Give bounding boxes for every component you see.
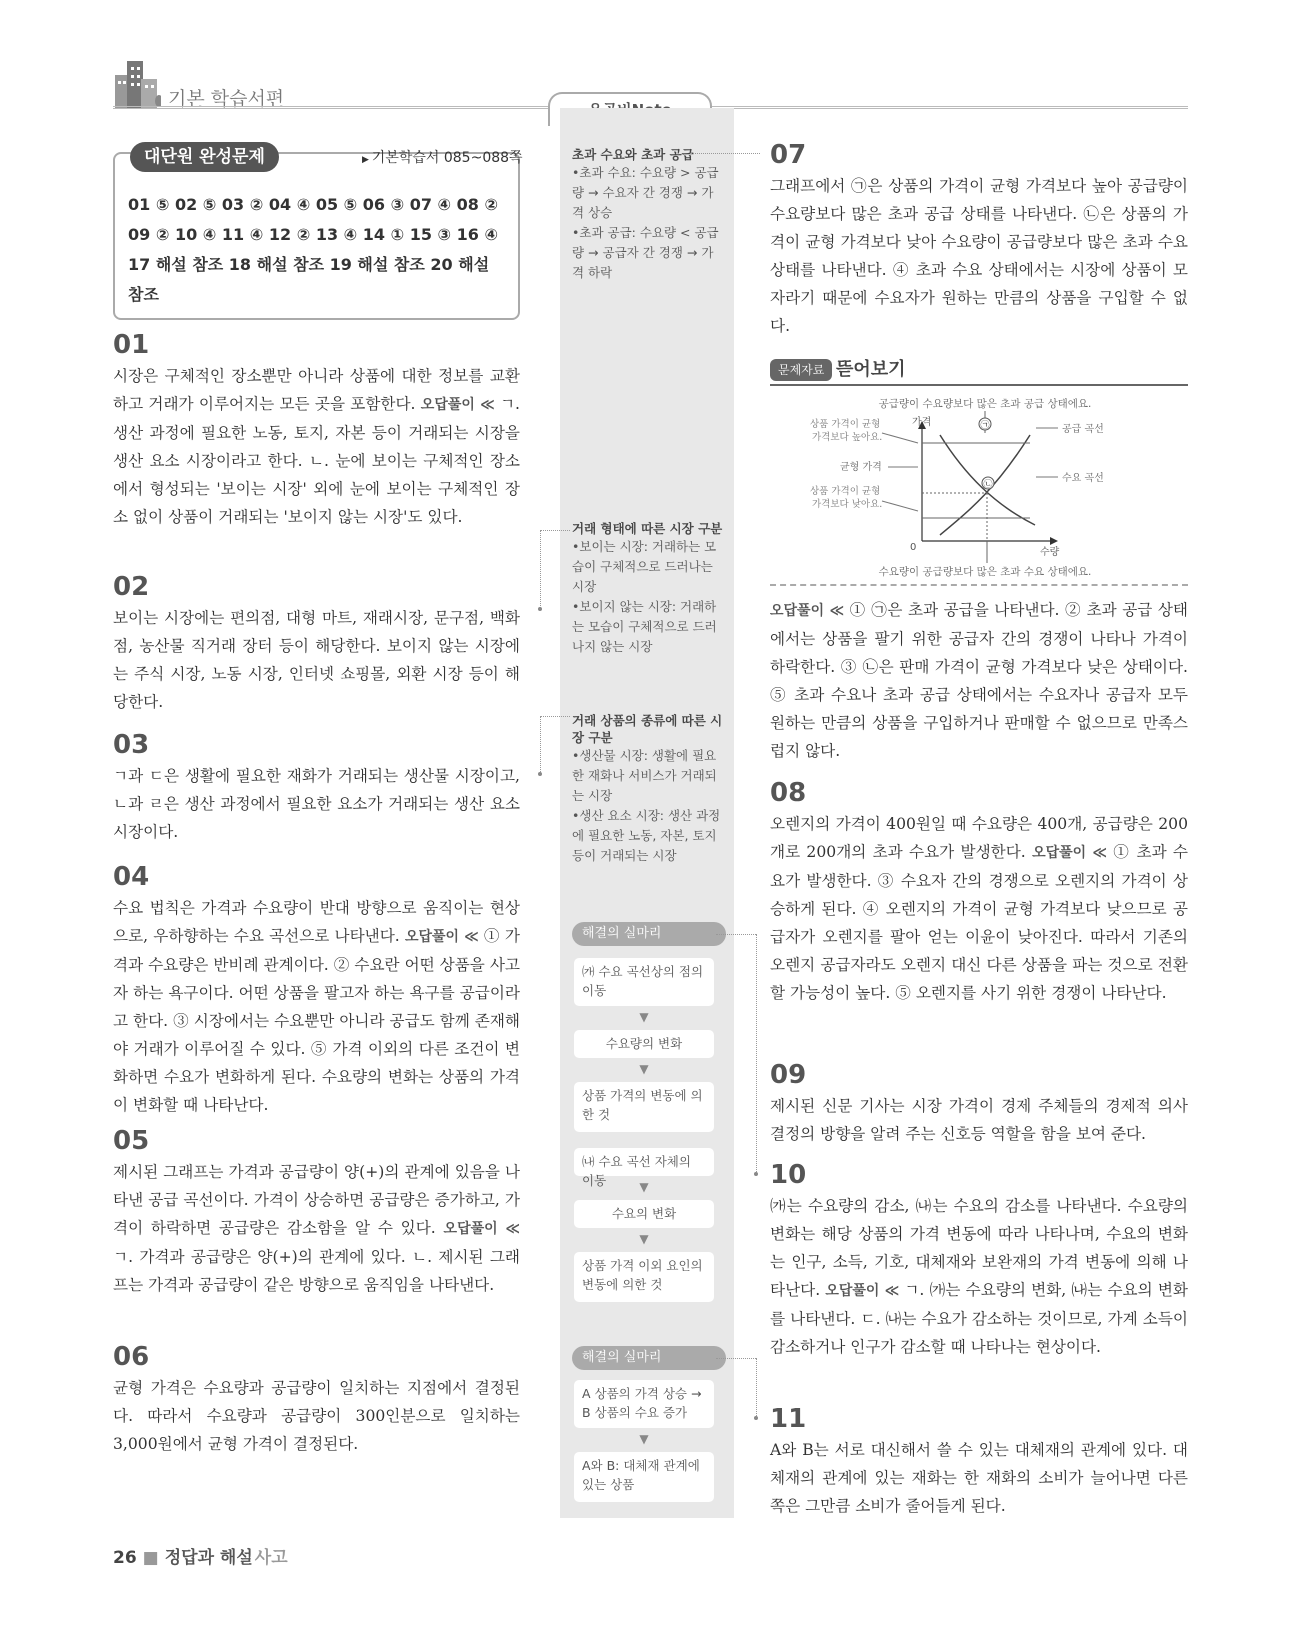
page-number: 26 [113,1548,137,1568]
hint-box: A 상품의 가격 상승 → B 상품의 수요 증가 [574,1380,714,1428]
odap-mark: ≪ [459,929,484,945]
connector-dot [754,1172,758,1176]
explanation-01 [113,362,520,531]
explanation-body: 오렌지의 가격이 400원일 때 수요량은 400개, 공급량은 200개로 200개의 초과 수요가 발생한다. [770,815,1188,861]
odap-label: 오답풀이 [825,1283,880,1299]
explanation-body: 제시된 그래프는 가격과 공급량이 양(+)의 관계에 있음을 나타낸 공급 곡선이다. 가격이 상승하면 공급량은 증가하고, 가격이 하락하면 공급량은 감소함을 알 수 있다. [113,1163,520,1237]
note-title: 거래 상품의 종류에 따른 시장 구분 [572,713,723,745]
hint-box: 수요의 변화 [574,1200,714,1228]
connector-line [540,530,570,531]
odap-label: 오답풀이 [420,397,475,413]
mark-a: ㉠ [980,421,990,431]
note-item: •초과 수요: 수요량 > 공급량 → 수요자 간 경쟁 → 가격 상승 [572,165,719,220]
page-footer [113,1543,288,1568]
connector-line [716,1358,756,1359]
note-title: 초과 수요와 초과 공급 [572,147,694,162]
y-axis-label: 가격 [912,417,932,428]
odap-text: ㄱ. 가격과 공급량은 양(+)의 관계에 있다. ㄴ. 제시된 그래프는 가격과 공급량이 같은 방향으로 움직임을 나타낸다. [113,1248,520,1294]
question-number-03: 03 [113,730,150,760]
down-arrow-icon: ▼ [639,1062,649,1076]
chart-top-note: 공급량이 수요량보다 많은 초과 공급 상태에요. [878,398,1092,410]
hint-box: A와 B: 대체재 관계에 있는 상품 [574,1452,714,1502]
explanation-body: 수요 법칙은 가격과 수요량이 반대 방향으로 움직이는 현상으로, 우하향하는 수요 곡선으로 나타낸다. [113,899,520,945]
note-item: •생산 요소 시장: 생산 과정에 필요한 노동, 자본, 토지 등이 거래되는 시장 [572,808,721,863]
connector-line [540,716,541,774]
explanation-07-odap [770,596,1188,765]
odap-mark: ≪ [824,603,850,619]
down-arrow-icon: ▼ [639,1180,649,1194]
question-number-06: 06 [113,1342,150,1372]
question-number-04: 04 [113,862,150,892]
explanation-03: ㄱ과 ㄷ은 생활에 필요한 재화가 거래되는 생산물 시장이고, ㄴ과 ㄹ은 생산 과정에서 필요한 요소가 거래되는 생산 요소 시장이다. [113,767,520,841]
mark-b: ㉡ [983,480,993,490]
question-number-07: 07 [770,140,807,170]
demand-label: 수요 곡선 [1062,473,1104,484]
connector-dot [754,1416,758,1420]
explanation-07: 그래프에서 ㉠은 상품의 가격이 균형 가격보다 높아 공급량이 수요량보다 많은 초과 공급 상태를 나타낸다. ㉡은 상품의 가격이 균형 가격보다 낮아 수요량이 공급량보다 많은 초과 수요 상태를 나타낸다. ④ 초과 수요 상태에서는 시장에 상품이 모자라기 때문에 수요자가 원하는 만큼의 상품을 구입할 수 없다. [770,177,1188,335]
question-number-02: 02 [113,572,150,602]
odap-mark: ≪ [497,1221,521,1237]
odap-text: ① 초과 수요가 발생한다. ③ 수요자 간의 경쟁으로 오렌지의 가격이 상승하게 된다. ④ 오렌지의 가격이 균형 가격보다 낮으므로 공급자가 오렌지를 팔아 얻는 이윤이 낮아진다. 따라서 기존의 오렌지 공급자라도 오렌지 대신 다른 상품을 파는 것으로 전환할 가능성이 높다. ⑤ 오렌지를 사기 위한 경쟁이 나타난다. [770,843,1188,1002]
explanation-09: 제시된 신문 기사는 시장 가격이 경제 주체들의 경제적 의사 결정의 방향을 알려 주는 신호등 역할을 함을 보여 준다. [770,1097,1188,1143]
note-title: 거래 형태에 따른 시장 구분 [572,521,723,536]
odap-mark: ≪ [474,397,500,413]
explanation-02: 보이는 시장에는 편의점, 대형 마트, 재래시장, 문구점, 백화점, 농산물 직거래 장터 등이 해당한다. 보이지 않는 시장에는 주식 시장, 노동 시장, 인터넷 쇼핑몰, 외환 시장 등이 해당한다. [113,609,520,711]
explanation-04 [113,894,520,1119]
chart-heading: 뜯어보기 [836,359,906,380]
building-icon [113,55,161,110]
connector-line [756,934,757,1174]
footer-separator: ■ [142,1548,159,1568]
origin-label: 0 [910,542,917,553]
note-item: •보이지 않는 시장: 거래하는 모습이 구체적으로 드러나지 않는 시장 [572,599,717,654]
down-arrow-icon: ▼ [639,1010,649,1024]
question-number-05: 05 [113,1126,150,1156]
note-item: •생산물 시장: 생활에 필요한 재화나 서비스가 거래되는 시장 [572,748,717,803]
down-arrow-icon: ▼ [639,1432,649,1446]
footer-brand: 사고 [254,1548,288,1568]
connector-line [756,1358,757,1418]
chart-rule [770,384,1188,386]
hint-badge: 해결의 실마리 [572,1346,726,1370]
note-excess [572,146,724,283]
hint-box: ㈎ 수요 곡선상의 점의 이동 [574,958,714,1006]
explanation-body: 시장은 구체적인 장소뿐만 아니라 상품에 대한 정보를 교환하고 거래가 이루어지는 모든 곳을 포함한다. [113,367,520,413]
chart-bottom-note: 수요량이 공급량보다 많은 초과 수요 상태에요. [878,566,1092,578]
question-number-10: 10 [770,1160,807,1190]
label-equilibrium: 균형 가격 [840,462,882,473]
odap-text: ㄱ. ㈎는 수요량의 변화, ㈏는 수요의 변화를 나타낸다. ㄷ. ㈏는 수요가 감소하는 것이므로, 가계 소득이 감소하거나 인구가 감소할 때 나타나는 현상이다. [770,1281,1189,1356]
hint-box: 수요량의 변화 [574,1030,714,1058]
explanation-body: ㈎는 수요량의 감소, ㈏는 수요의 감소를 나타낸다. 수요량의 변화는 해당 상품의 가격 변동에 따라 나타나며, 수요의 변화는 인구, 소득, 기호, 대체재와 보완재의 가격 변동에 의해 나타난다. [770,1197,1188,1299]
down-arrow-icon: ▼ [639,1232,649,1246]
chart-dashed-rule [770,584,1188,586]
odap-label: 오답풀이 [1032,845,1087,861]
question-number-08: 08 [770,778,807,808]
explanation-11: A와 B는 서로 대신해서 쓸 수 있는 대체재의 관계에 있다. 대체재의 관계에 있는 재화는 한 재화의 소비가 늘어나면 다른 쪽은 그만큼 소비가 줄어들게 된다. [770,1441,1188,1515]
connector-line [540,716,570,717]
question-number-09: 09 [770,1060,807,1090]
odap-mark: ≪ [879,1283,905,1299]
explanation-10 [770,1192,1188,1361]
answer-list: 01 ⑤ 02 ⑤ 03 ② 04 ④ 05 ⑤ 06 ③ 07 ④ 08 ② 09 ② 10 ④ 11 ④ 12 ② 13 ④ 14 ① 15 ③ 16 ④ 17 해설 참조 18 해설 참조 19 해설 참조 20 해설 참조 [128,195,499,304]
hint-box: 상품 가격의 변동에 의한 것 [574,1082,714,1132]
note-market-type [572,712,724,866]
footer-label: 정답과 해설 [164,1548,253,1568]
odap-label: 오답풀이 [443,1221,498,1237]
explanation-08 [770,810,1188,1007]
supply-demand-chart [790,395,1180,580]
answer-badge: 대단원 완성문제 [130,142,279,172]
connector-dot [538,772,542,776]
odap-mark: ≪ [1086,845,1114,861]
label-low: 상품 가격이 균형 가격보다 낮아요. [810,486,883,510]
odap-label: 오답풀이 [770,603,825,619]
odap-text: ① ㉠은 초과 공급을 나타낸다. ② 초과 공급 상태에서는 상품을 팔기 위한 공급자 간의 경쟁이 나타나 가격이 하락한다. ③ ㉡은 판매 가격이 균형 가격보다 낮은 상태이다. ⑤ 초과 수요나 초과 공급 상태에서는 수요자나 공급자 모두 원하는 만큼의 상품을 구입하거나 판매할 수 없으므로 만족스럽지 않다. [770,601,1188,760]
connector-line [540,530,541,608]
hint-box: 상품 가격 이외 요인의 변동에 의한 것 [574,1252,714,1302]
question-number-01: 01 [113,330,150,360]
answer-reference: ▶ 기본학습서 085~088쪽 [362,147,523,167]
chart-badge: 문제자료 [770,359,832,381]
explanation-05 [113,1158,520,1299]
label-high: 상품 가격이 균형 가격보다 높아요. [810,419,883,443]
explanation-06: 균형 가격은 수요량과 공급량이 일치하는 지점에서 결정된다. 따라서 수요량과 공급량이 300인분으로 일치하는 3,000원에서 균형 가격이 결정된다. [113,1379,520,1453]
note-item: •초과 공급: 수요량 < 공급량 → 공급자 간 경쟁 → 가격 하락 [572,225,719,280]
connector-line [716,934,756,935]
connector-line [690,153,760,154]
odap-text: ① 가격과 수요량은 반비례 관계이다. ② 수요란 어떤 상품을 사고자 하는 욕구이다. 어떤 상품을 팔고자 하는 욕구를 공급이라고 한다. ③ 시장에서는 수요뿐만 아니라 공급도 함께 존재해야 거래가 이루어질 수 있다. ⑤ 가격 이외의 다른 조건이 변화하면 수요가 변화하게 된다. 수요량의 변화는 상품의 가격이 변화할 때 나타난다. [113,927,520,1114]
hint-box: ㈏ 수요 곡선 자체의 이동 [574,1148,714,1176]
supply-label: 공급 곡선 [1062,424,1104,435]
connector-dot [538,607,542,611]
section-title: 기본 학습서편 [168,88,285,110]
x-axis-label: 수량 [1040,547,1060,558]
note-market-form [572,520,724,657]
odap-label: 오답풀이 [404,929,460,945]
note-item: •보이는 시장: 거래하는 모습이 구체적으로 드러나는 시장 [572,539,717,594]
hint-badge: 해결의 실마리 [572,922,726,946]
question-number-11: 11 [770,1404,807,1434]
odap-text: ㄱ. 생산 과정에 필요한 노동, 토지, 자본 등이 거래되는 시장을 생산 요소 시장이라고 한다. ㄴ. 눈에 보이는 구체적인 장소에서 형성되는 '보이는 시장' 외에 눈에 보이는 구체적인 장소 없이 상품이 거래되는 '보이지 않는 시장'도 있다. [113,395,520,526]
